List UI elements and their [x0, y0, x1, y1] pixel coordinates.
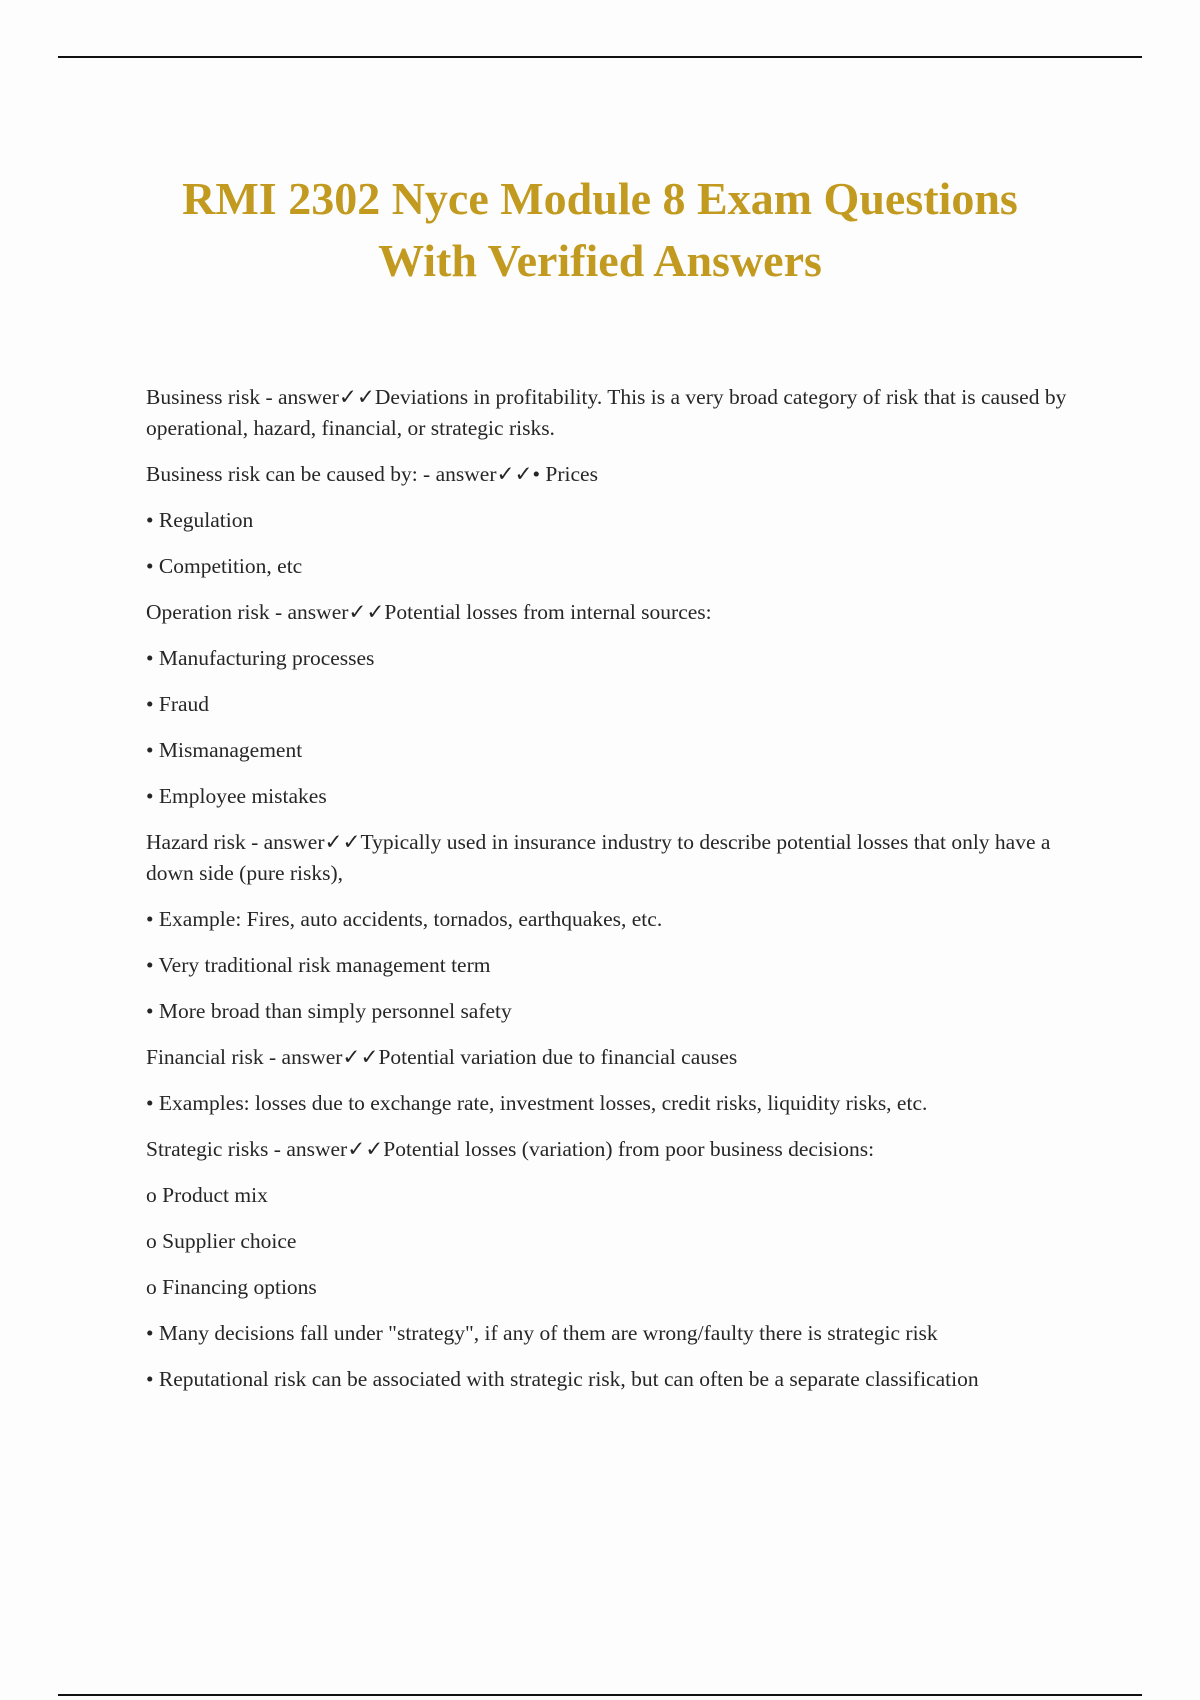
- paragraph: • Examples: losses due to exchange rate, investment losses, credit risks, liquidity risks, etc.: [146, 1091, 928, 1115]
- document-body: [146, 382, 1096, 1410]
- paragraph: Financial risk - answer✓✓Potential variation due to financial causes: [146, 1045, 738, 1069]
- paragraph: • Many decisions fall under "strategy", if any of them are wrong/faulty there is strategic risk: [146, 1321, 938, 1345]
- title-line-2: With Verified Answers: [378, 235, 822, 286]
- top-divider: [58, 56, 1142, 58]
- paragraph: o Product mix: [146, 1183, 268, 1207]
- paragraph: Operation risk - answer✓✓Potential losses from internal sources:: [146, 600, 712, 624]
- paragraph: • Manufacturing processes: [146, 646, 375, 670]
- paragraph: • More broad than simply personnel safety: [146, 999, 512, 1023]
- title-line-1: RMI 2302 Nyce Module 8 Exam Questions: [182, 173, 1018, 224]
- paragraph: Hazard risk - answer✓✓Typically used in insurance industry to describe potential losses that only have a down side (pure risks),: [146, 830, 1051, 885]
- paragraph: o Financing options: [146, 1275, 317, 1299]
- paragraph: • Mismanagement: [146, 738, 303, 762]
- paragraph: • Regulation: [146, 508, 254, 532]
- paragraph: • Example: Fires, auto accidents, tornados, earthquakes, etc.: [146, 907, 663, 931]
- paragraph: • Reputational risk can be associated with strategic risk, but can often be a separate classification: [146, 1367, 979, 1391]
- paragraph: Strategic risks - answer✓✓Potential losses (variation) from poor business decisions:: [146, 1137, 875, 1161]
- paragraph: o Supplier choice: [146, 1229, 297, 1253]
- document-title: [100, 168, 1100, 292]
- bottom-divider: [58, 1694, 1142, 1696]
- paragraph: • Employee mistakes: [146, 784, 327, 808]
- paragraph: • Very traditional risk management term: [146, 953, 491, 977]
- paragraph: Business risk can be caused by: - answer✓✓• Prices: [146, 462, 598, 486]
- paragraph: Business risk - answer✓✓Deviations in profitability. This is a very broad category of risk that is caused by operational, hazard, financial, or strategic risks.: [146, 385, 1067, 440]
- paragraph: • Competition, etc: [146, 554, 303, 578]
- paragraph: • Fraud: [146, 692, 210, 716]
